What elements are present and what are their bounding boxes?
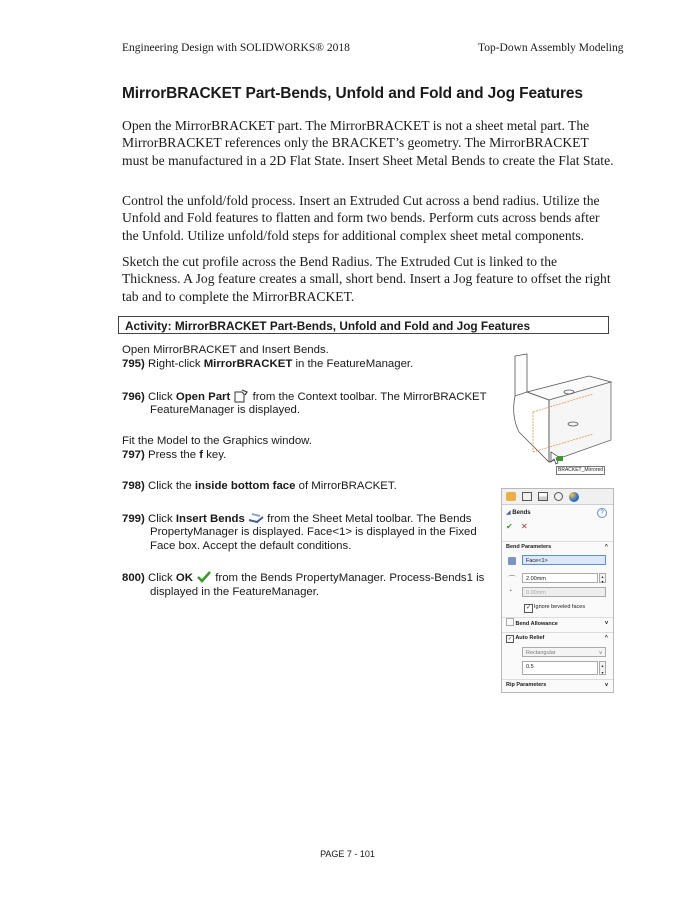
- configuration-tab-icon[interactable]: [538, 492, 548, 501]
- propertymanager-tab-icon[interactable]: [522, 492, 532, 501]
- step-796-cont: FeatureManager is displayed.: [150, 404, 301, 416]
- bend-radius-spinner[interactable]: ▴ ▾: [599, 573, 606, 583]
- step-799: 799) Click Insert Bends from the Sheet Metal toolbar. The Bends: [122, 513, 472, 525]
- section-title: MirrorBRACKET Part-Bends, Unfold and Fold and Jog Features: [122, 85, 583, 102]
- relief-ratio-input[interactable]: 0.5: [522, 661, 598, 675]
- step-number: 798): [122, 480, 145, 492]
- ignore-beveled-checkbox[interactable]: ✓: [525, 605, 532, 611]
- dimxpert-tab-icon[interactable]: [554, 492, 563, 501]
- paragraph-1: Open the MirrorBRACKET part. The MirrorBRACKET is not a sheet metal part. The MirrorBRACKET references only the BRACKET’s geometry. The MirrorBRACKET must be manufactured in a 2D Flat State. Insert Sheet Metal Bends to create the Flat State.: [122, 118, 614, 168]
- display-tab-icon[interactable]: [569, 492, 579, 502]
- step-800-cont: displayed in the FeatureManager.: [150, 586, 320, 598]
- step-number: 797): [122, 449, 145, 461]
- bend-allowance-checkbox[interactable]: [506, 618, 514, 626]
- relief-type-select[interactable]: Rectangular v: [522, 647, 606, 657]
- paragraph-3: Sketch the cut profile across the Bend Radius. The Extruded Cut is linked to the Thickness. A Jog feature creates a small, short bend. Insert a Jog feature to offset the right tab and to complete the MirrorBRACKET.: [122, 254, 611, 304]
- step-800: 800) Click OK from the Bends PropertyManager. Process-Bends1 is: [122, 572, 485, 584]
- cancel-icon[interactable]: ✕: [520, 522, 528, 531]
- featuremanager-tab-icon[interactable]: [506, 492, 516, 501]
- insert-bends-icon: [248, 511, 264, 524]
- bracket-model-image: [493, 352, 613, 478]
- step-798: 798) Click the inside bottom face of MirrorBRACKET.: [122, 480, 397, 492]
- open-part-icon: [233, 389, 249, 403]
- header-left: Engineering Design with SOLIDWORKS® 2018: [122, 42, 350, 54]
- bend-radius-input[interactable]: 2.00mm: [522, 573, 598, 583]
- pm-tabs: [502, 489, 613, 505]
- step-796: 796) Click Open Part from the Context toolbar. The MirrorBRACKET: [122, 391, 487, 403]
- expand-icon: v: [604, 682, 608, 688]
- pm-actions: [506, 522, 528, 531]
- bend-radius-icon: ⌒: [508, 575, 516, 584]
- pm-title: Bends: [512, 510, 531, 516]
- step-797: 797) Press the f key.: [122, 449, 227, 461]
- auto-relief-checkbox[interactable]: ✓: [507, 636, 513, 642]
- thickness-icon: ◔: [508, 588, 513, 595]
- page-number: PAGE 7 - 101: [320, 849, 375, 859]
- step-795: 795) Right-click MirrorBRACKET in the FeatureManager.: [122, 358, 414, 370]
- bend-parameters-header[interactable]: Bend Parameters ^: [502, 541, 613, 552]
- ignore-beveled-label: Ignore beveled faces: [534, 604, 586, 610]
- step-number: 800): [122, 572, 145, 584]
- step-number: 799): [122, 513, 145, 525]
- step-799-cont-1: PropertyManager is displayed. Face<1> is displayed in the Fixed: [150, 526, 477, 538]
- fixed-face-icon: [508, 557, 516, 565]
- bends-propertymanager: [501, 488, 614, 693]
- expand-icon: v: [604, 620, 608, 626]
- intro-fit: Fit the Model to the Graphics window.: [122, 435, 312, 447]
- intro-open: Open MirrorBRACKET and Insert Bends.: [122, 344, 329, 356]
- step-number: 795): [122, 358, 145, 370]
- dropdown-icon: v: [599, 650, 602, 656]
- fixed-face-box[interactable]: Face<1>: [522, 555, 606, 565]
- relief-ratio-spinner[interactable]: ▴ ▾: [599, 661, 606, 675]
- auto-relief-header[interactable]: ✓ Auto Relief ^: [502, 632, 613, 643]
- help-icon[interactable]: ?: [597, 508, 607, 518]
- ok-icon[interactable]: ✔: [506, 522, 513, 531]
- collapse-icon: ^: [604, 544, 608, 550]
- pm-title-row: [506, 509, 531, 516]
- header-right: Top-Down Assembly Modeling: [478, 42, 624, 54]
- activity-box: Activity: MirrorBRACKET Part-Bends, Unfold and Fold and Jog Features: [118, 316, 609, 334]
- thickness-input: 0.00mm: [522, 587, 606, 597]
- bend-allowance-header[interactable]: Bend Allowance v: [502, 617, 613, 628]
- paragraph-2: Control the unfold/fold process. Insert an Extruded Cut across a bend radius. Utilize the Unfold and Fold features to flatten and form two bends. Perform cuts across bends after the Unfold. Utilize unfold/fold steps for additional complex sheet metal components.: [122, 193, 600, 243]
- step-799-cont-2: Face box. Accept the default conditions.: [150, 540, 352, 552]
- step-number: 796): [122, 391, 145, 403]
- check-icon: [196, 571, 212, 583]
- rip-parameters-header[interactable]: Rip Parameters v: [502, 679, 613, 690]
- collapse-icon: ^: [604, 635, 608, 641]
- model-label: BRACKET_Mirrored: [558, 467, 604, 473]
- bends-icon: ◢: [506, 510, 511, 516]
